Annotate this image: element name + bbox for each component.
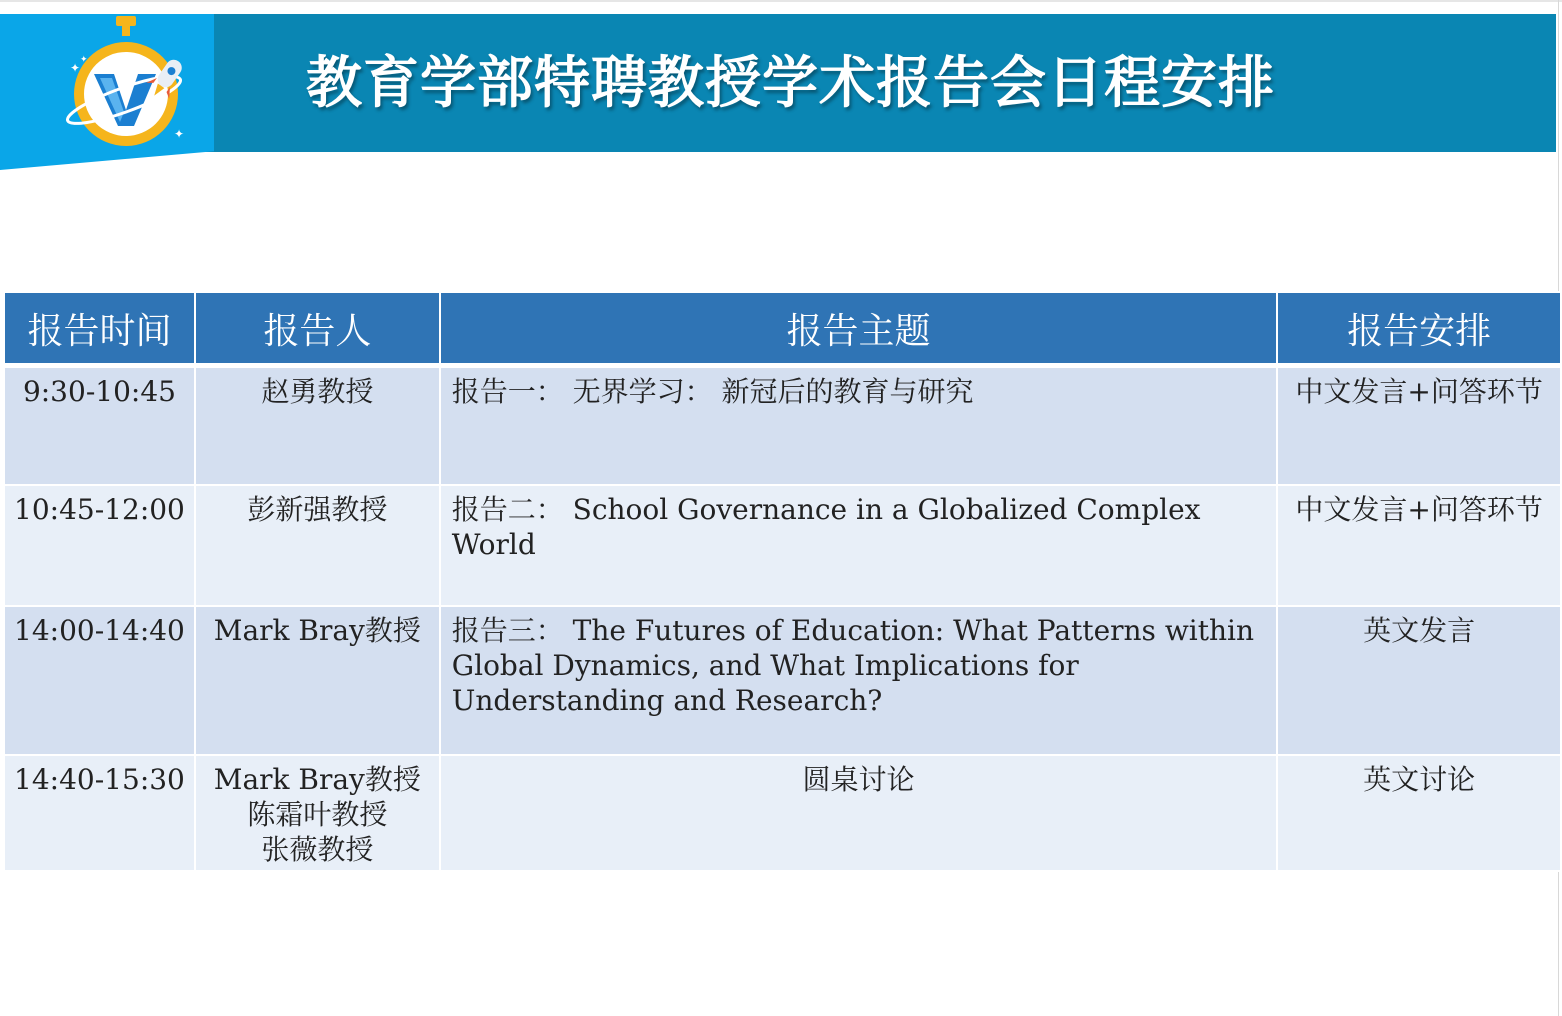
column-header-arrangement: 报告安排 bbox=[1277, 292, 1561, 366]
arrangement-cell: 英文发言 bbox=[1277, 606, 1561, 755]
speaker-cell bbox=[195, 755, 440, 871]
table-row bbox=[4, 755, 1561, 871]
column-header-topic: 报告主题 bbox=[440, 292, 1277, 366]
column-header-speaker: 报告人 bbox=[195, 292, 440, 366]
speaker-name: 赵勇教授 bbox=[261, 375, 374, 408]
speaker-name: Mark Bray教授 bbox=[213, 613, 421, 647]
topic-cell: 报告一： 无界学习： 新冠后的教育与研究 bbox=[440, 366, 1277, 485]
topic-cell: 报告三： The Futures of Education: What Patterns within Global Dynamics, and What Implications for Understanding and Research? bbox=[440, 606, 1277, 755]
top-border bbox=[0, 0, 1562, 2]
schedule-table bbox=[3, 291, 1562, 872]
time-cell: 14:00-14:40 bbox=[4, 606, 195, 755]
speaker-name: 陈霜叶教授 bbox=[247, 797, 388, 831]
page-title: 教育学部特聘教授学术报告会日程安排 bbox=[306, 51, 1275, 116]
svg-text:✦: ✦ bbox=[70, 61, 81, 75]
speaker-name: 彭新强教授 bbox=[247, 492, 388, 526]
arrangement-cell: 中文发言+问答环节 bbox=[1277, 485, 1561, 606]
table-row bbox=[4, 606, 1561, 755]
topic-cell: 圆桌讨论 bbox=[440, 755, 1277, 871]
svg-text:✦: ✦ bbox=[174, 127, 185, 141]
topic-cell: 报告二： School Governance in a Globalized Complex World bbox=[440, 485, 1277, 606]
arrangement-cell: 英文讨论 bbox=[1277, 755, 1561, 871]
time-cell: 14:40-15:30 bbox=[4, 755, 195, 871]
table-header-row bbox=[4, 292, 1561, 366]
time-cell: 10:45-12:00 bbox=[4, 485, 195, 606]
time-cell: 9:30-10:45 bbox=[4, 366, 195, 485]
speaker-name: 张薇教授 bbox=[261, 832, 374, 866]
speaker-cell bbox=[195, 485, 440, 606]
speaker-cell bbox=[195, 366, 440, 485]
arrangement-cell: 中文发言+问答环节 bbox=[1277, 366, 1561, 485]
table-row bbox=[4, 485, 1561, 606]
svg-text:✦: ✦ bbox=[80, 55, 88, 65]
stopwatch-rocket-logo-icon bbox=[56, 14, 196, 154]
table-row bbox=[4, 366, 1561, 485]
speaker-cell bbox=[195, 606, 440, 755]
column-header-time: 报告时间 bbox=[4, 292, 195, 366]
speaker-name: Mark Bray教授 bbox=[213, 762, 421, 796]
